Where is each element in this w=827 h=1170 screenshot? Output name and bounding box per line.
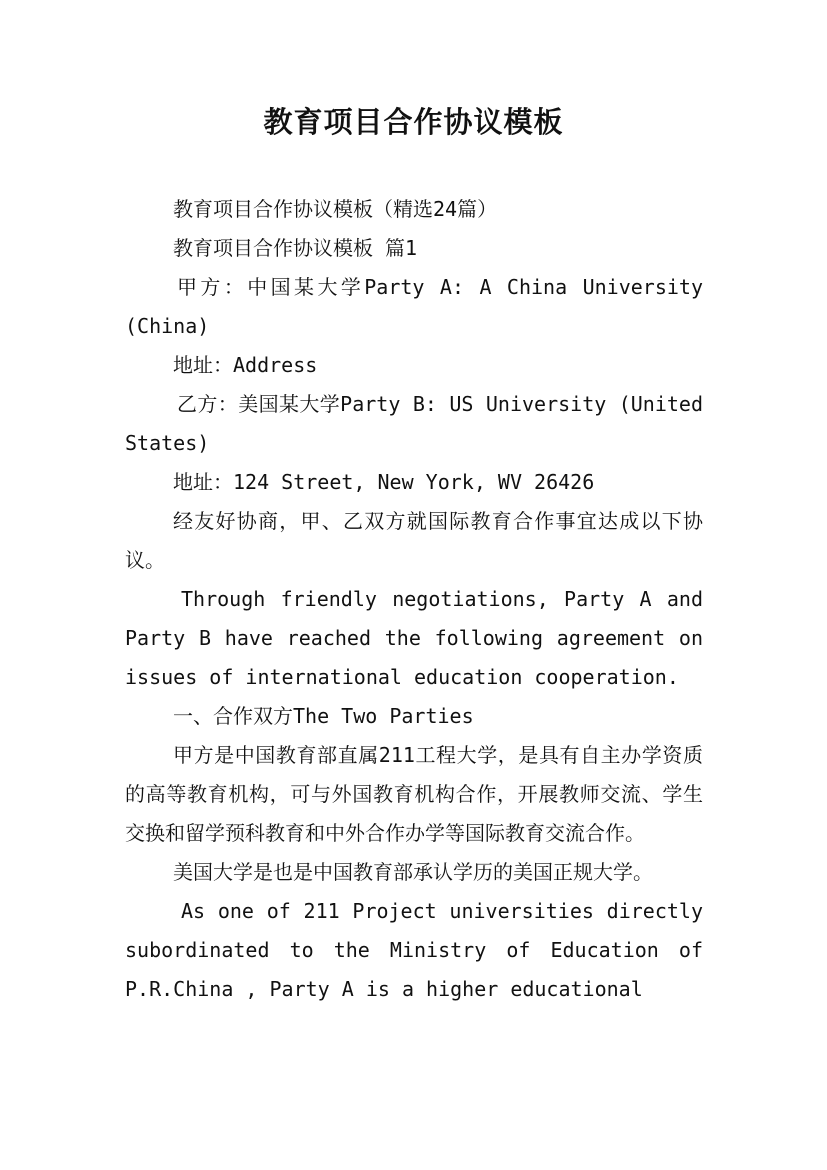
paragraph-agreement-intro-en: Through friendly negotiations, Party A and Party B have reached the following agreement on issues of international education cooperation.	[125, 587, 703, 689]
paragraph-party-a-address: 地址：Address	[173, 353, 318, 377]
paragraph-party-a-description-en: As one of 211 Project universities directly subordinated to the Ministry of Education of P.R.China , Party A is a higher educational	[125, 899, 703, 1001]
paragraph-section-one-heading: 一、合作双方The Two Parties	[173, 704, 474, 728]
paragraph-party-b-address: 地址：124 Street, New York, WV 26426	[173, 470, 595, 494]
paragraph-party-b: 乙方：美国某大学Party B: US University (United States)	[125, 392, 703, 455]
paragraph-party-a: 甲方：中国某大学Party A: A China University (China)	[125, 275, 703, 338]
paragraph-subtitle: 教育项目合作协议模板（精选24篇）	[173, 197, 498, 221]
paragraph-party-a-description-cn: 甲方是中国教育部直属211工程大学，是具有自主办学资质的高等教育机构，可与外国教育机构合作，开展教师交流、学生交换和留学预科教育和中外合作办学等国际教育交流合作。	[125, 743, 703, 845]
document-title: 教育项目合作协议模板	[263, 105, 564, 139]
paragraph-section-heading: 教育项目合作协议模板 篇1	[173, 236, 418, 260]
paragraph-party-b-description-cn: 美国大学是也是中国教育部承认学历的美国正规大学。	[173, 860, 653, 884]
document-body	[125, 190, 703, 1009]
paragraph-agreement-intro-cn: 经友好协商，甲、乙双方就国际教育合作事宜达成以下协议。	[125, 509, 703, 572]
